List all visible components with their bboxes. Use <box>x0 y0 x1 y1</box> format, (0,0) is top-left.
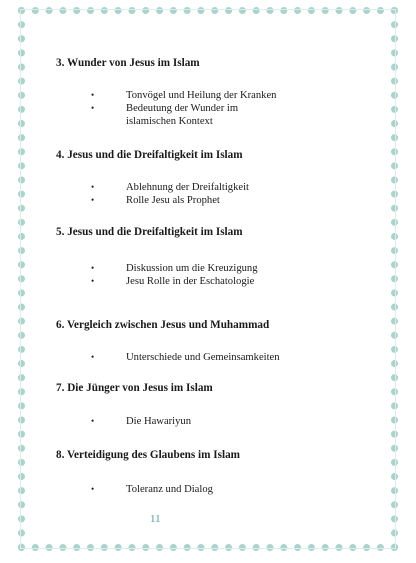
bullet-icon: • <box>91 484 95 494</box>
list-item-text: Rolle Jesu als Prophet <box>126 195 220 206</box>
section-items <box>91 262 316 288</box>
list-item-text: Tonvögel und Heilung der Kranken <box>126 90 277 101</box>
section-heading: 6. Vergleich zwischen Jesus und Muhammad <box>56 319 270 331</box>
list-item <box>91 262 316 275</box>
section-items <box>91 181 316 207</box>
section-heading: 3. Wunder von Jesus im Islam <box>56 57 200 69</box>
page-number: 11 <box>150 513 161 525</box>
list-item-text: Diskussion um die Kreuzigung <box>126 263 258 274</box>
section-items <box>91 483 316 496</box>
list-item-text: Die Hawariyun <box>126 416 192 427</box>
list-item <box>91 89 316 102</box>
bullet-icon: • <box>91 352 95 362</box>
bullet-icon: • <box>91 103 95 113</box>
section-items <box>91 89 316 128</box>
list-item <box>91 275 316 288</box>
section-heading: 7. Die Jünger von Jesus im Islam <box>56 382 213 394</box>
bullet-icon: • <box>91 276 95 286</box>
bullet-icon: • <box>91 416 95 426</box>
bullet-icon: • <box>91 182 95 192</box>
list-item-text: Unterschiede und Gemeinsamkeiten <box>126 352 280 363</box>
list-item-text: Bedeutung der Wunder im islamischen Kontext <box>126 103 239 127</box>
section-items <box>91 415 316 428</box>
section-heading: 8. Verteidigung des Glaubens im Islam <box>56 449 241 461</box>
list-item <box>91 483 316 496</box>
bullet-icon: • <box>91 263 95 273</box>
list-item <box>91 351 316 364</box>
list-item <box>91 194 316 207</box>
section-heading: 5. Jesus und die Dreifaltigkeit im Islam <box>56 226 243 238</box>
list-item-text: Ablehnung der Dreifaltigkeit <box>126 182 249 193</box>
list-item-text: Toleranz und Dialog <box>126 484 213 495</box>
section-items <box>91 351 316 364</box>
bullet-icon: • <box>91 90 95 100</box>
list-item <box>91 102 286 128</box>
list-item-text: Jesu Rolle in der Eschatologie <box>126 276 255 287</box>
list-item <box>91 181 316 194</box>
bullet-icon: • <box>91 195 95 205</box>
list-item <box>91 415 316 428</box>
section-heading: 4. Jesus und die Dreifaltigkeit im Islam <box>56 149 243 161</box>
